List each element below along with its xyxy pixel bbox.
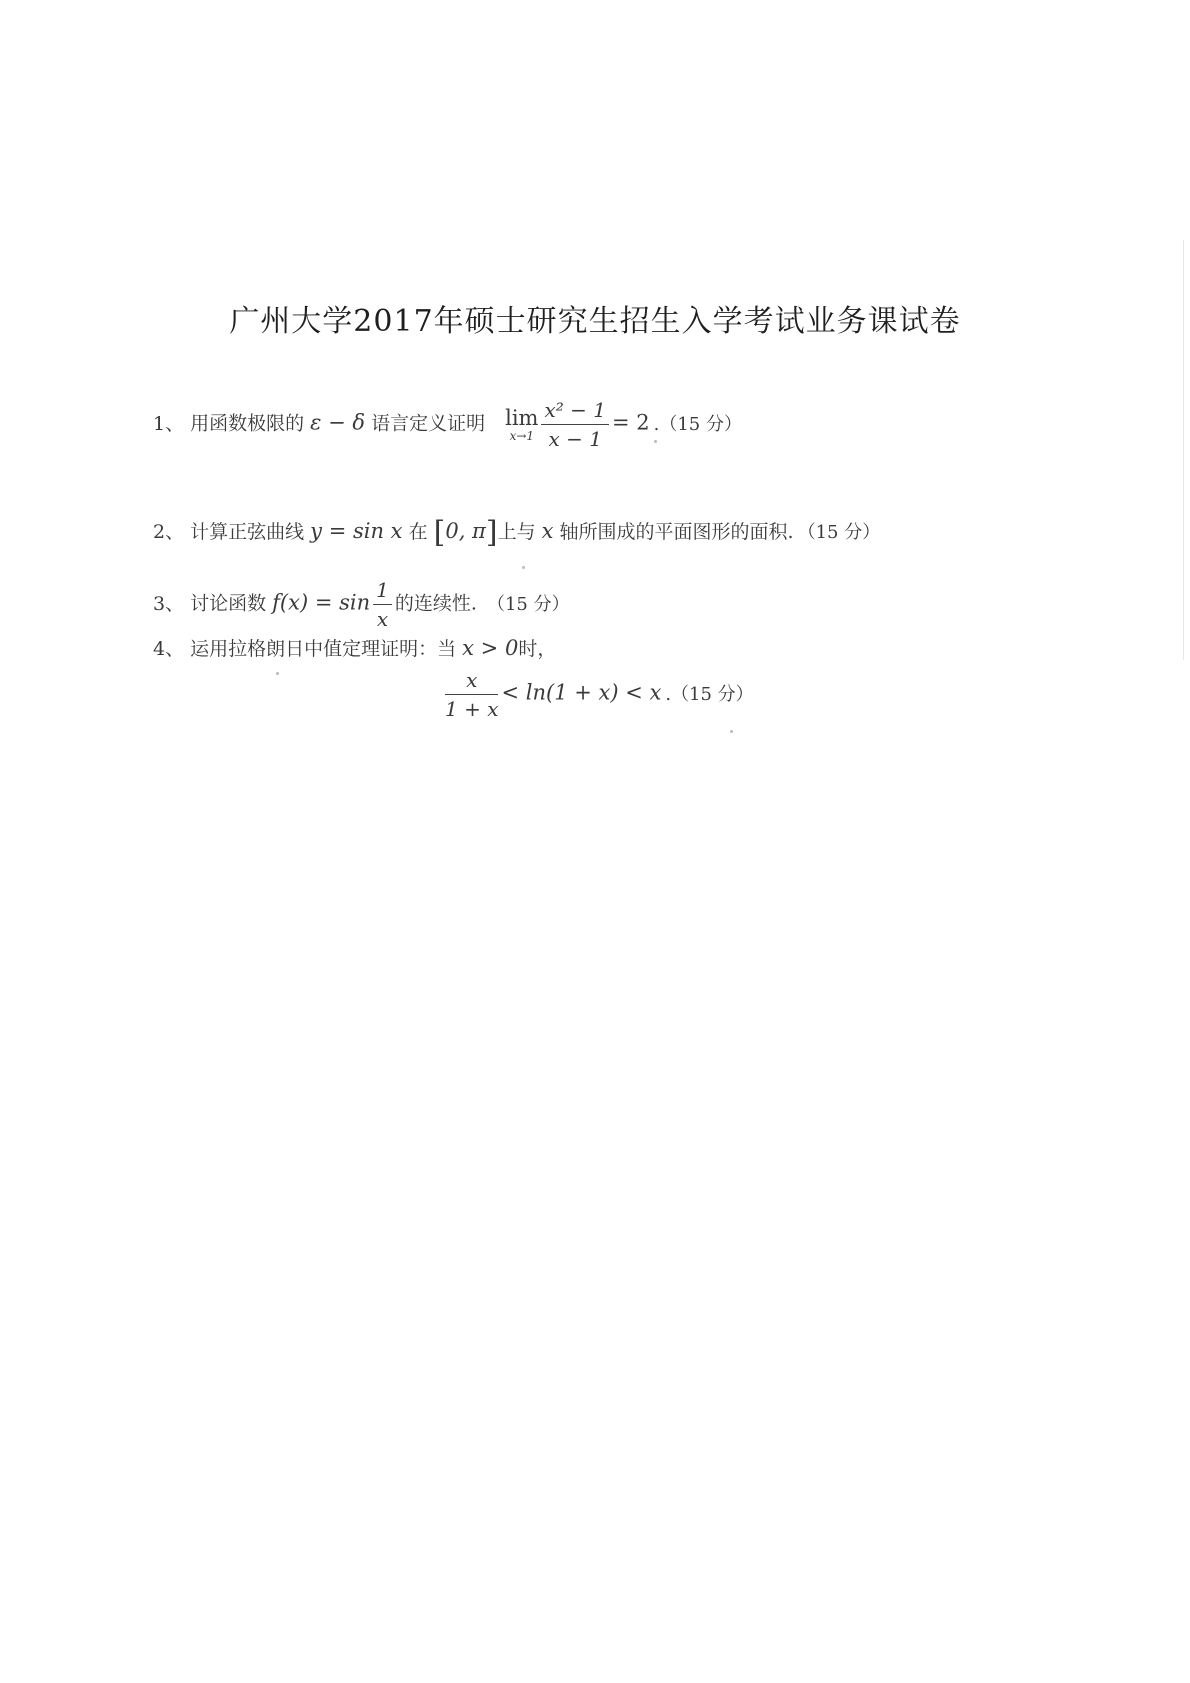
lim-word: lim bbox=[505, 405, 539, 430]
question-number: 1、 bbox=[153, 412, 185, 435]
question-text: 轴所围成的平面图形的面积. bbox=[559, 521, 794, 543]
question-text: 的连续性. bbox=[394, 592, 477, 615]
question-text: 用函数极限的 bbox=[190, 412, 305, 435]
question-number: 2、 bbox=[153, 521, 185, 543]
math-interval: 0, π bbox=[445, 519, 486, 543]
question-text: 在 bbox=[408, 521, 428, 543]
math-curve: y = sin x bbox=[310, 519, 403, 543]
math-fraction bbox=[541, 398, 609, 451]
question-3 bbox=[153, 578, 570, 631]
math-equals: = 2 bbox=[611, 410, 650, 435]
question-2 bbox=[153, 515, 880, 550]
question-text: 时， bbox=[518, 638, 557, 660]
scan-speck bbox=[522, 566, 525, 569]
question-number: 4、 bbox=[153, 638, 185, 660]
math-condition: x > 0 bbox=[462, 636, 519, 660]
fraction-numerator: x² − 1 bbox=[541, 398, 609, 425]
question-1 bbox=[153, 398, 742, 451]
question-4-formula bbox=[442, 668, 754, 721]
question-text: 计算正弦曲线 bbox=[190, 521, 305, 543]
math-limit bbox=[505, 407, 538, 443]
fraction-denominator: x − 1 bbox=[548, 427, 602, 451]
question-4 bbox=[153, 634, 556, 661]
scan-speck bbox=[276, 672, 279, 675]
question-score: .（15 分） bbox=[653, 413, 742, 435]
math-fraction bbox=[445, 668, 498, 721]
exam-title: 广州大学2017年硕士研究生招生入学考试业务课试卷 bbox=[229, 304, 961, 339]
question-text: 讨论函数 bbox=[190, 592, 267, 615]
question-number: 3、 bbox=[153, 592, 185, 615]
fraction-numerator: 1 bbox=[373, 578, 392, 605]
math-x: x bbox=[541, 519, 554, 543]
question-score: （15 分） bbox=[797, 522, 881, 543]
lim-subscript: x→1 bbox=[509, 428, 535, 443]
question-text: 运用拉格朗日中值定理证明：当 bbox=[190, 638, 457, 660]
question-text: 语言定义证明 bbox=[371, 412, 486, 435]
scan-speck bbox=[730, 730, 733, 733]
interval-right-bracket: ] bbox=[485, 515, 498, 550]
question-text: 上与 bbox=[497, 521, 536, 543]
math-inequality: < ln(1 + x) < x bbox=[501, 680, 662, 705]
math-function: f(x) = sin bbox=[272, 590, 371, 615]
question-score: .（15 分） bbox=[665, 683, 754, 705]
interval-left-bracket: [ bbox=[433, 515, 446, 550]
fraction-denominator: x bbox=[376, 607, 389, 631]
fraction-numerator: x bbox=[445, 668, 498, 695]
fraction-denominator: 1 + x bbox=[445, 697, 499, 721]
scan-speck bbox=[654, 440, 657, 443]
math-eps-delta: ε − δ bbox=[310, 410, 366, 435]
math-fraction bbox=[373, 578, 392, 631]
question-score: （15 分） bbox=[486, 593, 570, 615]
